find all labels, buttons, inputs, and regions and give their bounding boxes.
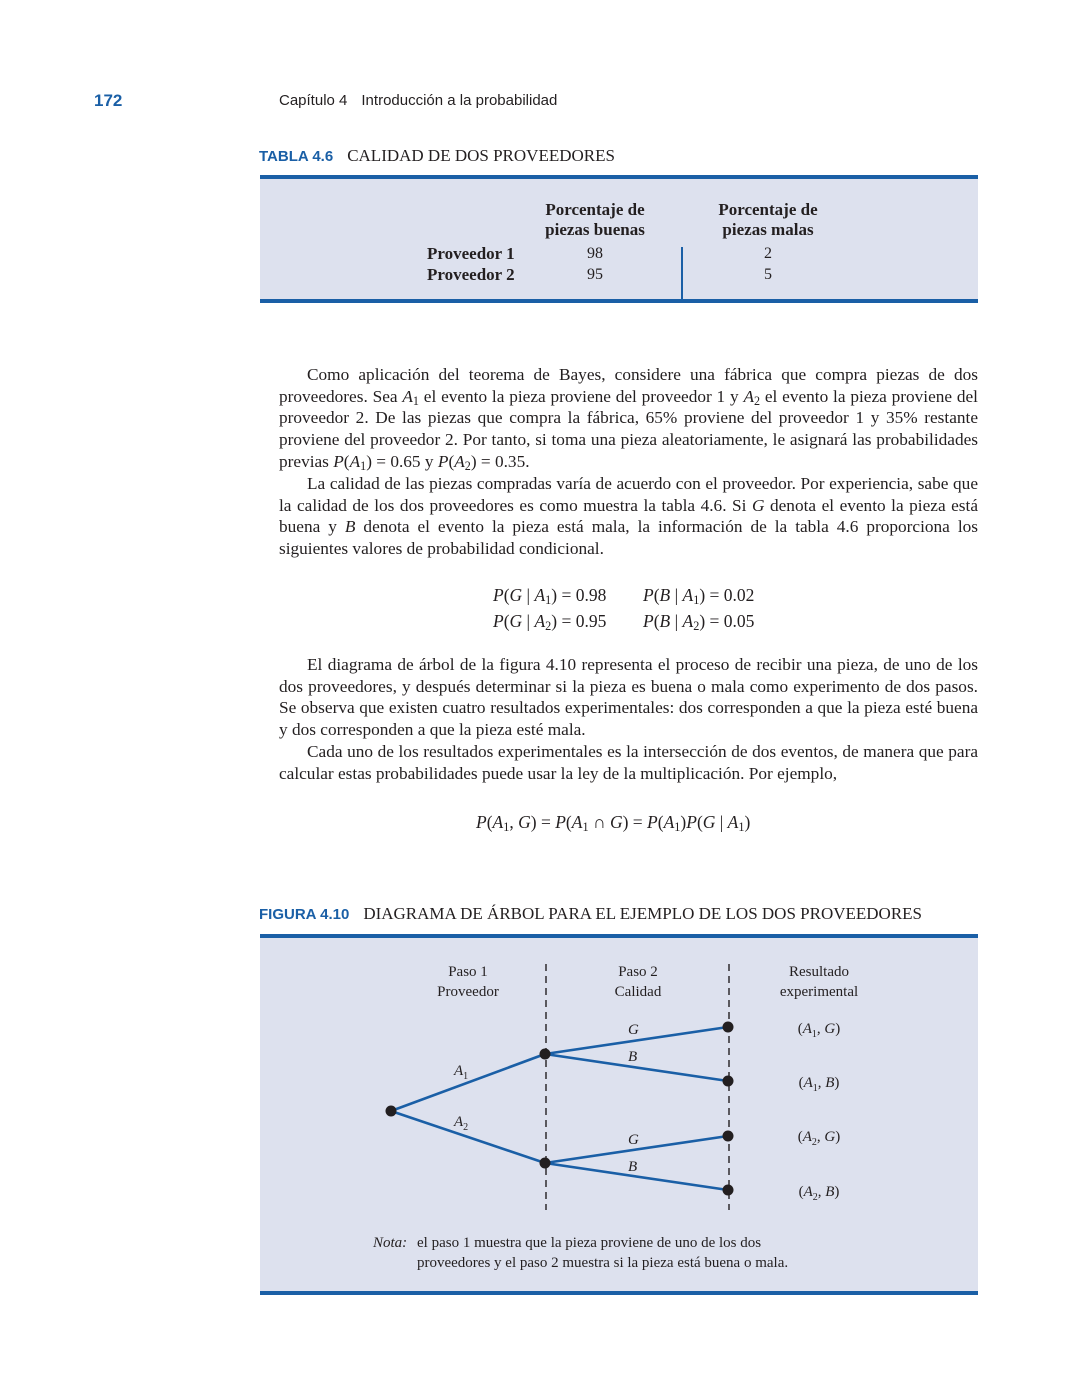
sym-g: G xyxy=(702,812,716,832)
tree-diagram xyxy=(260,938,978,1291)
sym-b: B xyxy=(825,1075,835,1091)
table-title: CALIDAD DE DOS PROVEEDORES xyxy=(347,146,615,165)
row-label-supplier1: Proveedor 1 xyxy=(427,244,515,263)
node-a1 xyxy=(540,1049,551,1060)
root-node xyxy=(386,1106,397,1117)
sym-a: A xyxy=(492,812,504,832)
result-line1: Resultado xyxy=(789,964,849,980)
sub-1: 1 xyxy=(693,593,700,608)
step2-line1: Paso 2 xyxy=(618,964,658,980)
header-bad-line1: Porcentaje de xyxy=(718,200,818,219)
sym-b: B xyxy=(344,517,356,537)
label-a1 xyxy=(453,1063,468,1082)
figure-label: FIGURA 4.10 xyxy=(259,906,350,923)
sub-1: 1 xyxy=(674,820,681,835)
cell-good-supplier2: 95 xyxy=(587,266,603,283)
sub-2: 2 xyxy=(811,1137,817,1148)
sym-a: A xyxy=(454,1063,464,1079)
sub-1: 1 xyxy=(412,393,419,408)
cell-bad-supplier1: 2 xyxy=(764,245,772,262)
sym-a: A xyxy=(802,1129,812,1145)
leaf-a2-b xyxy=(723,1185,734,1196)
sym-g: G xyxy=(509,585,523,605)
sym-b: B xyxy=(659,585,671,605)
figure-title: DIAGRAMA DE ÁRBOL PARA EL EJEMPLO DE LOS DOS PROVEEDORES xyxy=(363,904,923,923)
p1-text-d: = 0.65 y xyxy=(376,451,434,471)
running-head xyxy=(279,92,557,109)
sub-1: 1 xyxy=(582,820,589,835)
header-good-line1: Porcentaje de xyxy=(545,200,645,219)
outcome-a1-b: ($A_1$, B) xyxy=(798,1075,840,1094)
sym-a: A xyxy=(727,812,739,832)
paragraph-quality xyxy=(279,473,978,560)
sub-2: 2 xyxy=(693,619,700,634)
label-b-lower: B xyxy=(628,1159,638,1175)
sub-2: 2 xyxy=(464,458,471,473)
p2-text-c: denota el evento la pieza está mala, la información de la tabla 4.6 proporciona los siguientes valores de probabilidad condicional. xyxy=(279,517,978,559)
p2-text-a: La calidad de las piezas compradas varía de acuerdo con el proveedor. Por experiencia, sabe que la calidad de los dos proveedores es como muestra la tabla 4.6. Si xyxy=(279,474,978,515)
sub-1: 1 xyxy=(738,820,745,835)
p1-text-a: Como aplicación del teorema de Bayes, considere una fábrica que compra piezas de dos proveedores. Sea xyxy=(279,365,978,406)
sym-a: A xyxy=(534,611,546,631)
leaf-a2-g xyxy=(723,1131,734,1142)
note-line1: el paso 1 muestra que la pieza proviene de uno de los dos xyxy=(417,1235,762,1251)
sym-g: G xyxy=(751,495,765,515)
eq2-left-value: = 0.95 xyxy=(561,611,607,631)
step1-line1: Paso 1 xyxy=(448,964,488,980)
paragraph-tree-description: El diagrama de árbol de la figura 4.10 representa el proceso de recibir una pieza, de uno de los dos proveedores, y después determinar si la pieza es buena o mala como experimento de dos pasos. Se observa que existen cuatro resultados experimentales: dos corresponden a que la pieza esté buena y dos corresponden a que la pieza esté mala. xyxy=(279,655,978,740)
sub-1: 1 xyxy=(545,593,552,608)
eq1-right-value: = 0.02 xyxy=(709,585,755,605)
eq-pb-a2: P(B | $A_2) = 0.05$ xyxy=(643,611,755,634)
table-divider xyxy=(681,247,683,303)
figure-caption xyxy=(259,904,922,924)
label-b-upper: B xyxy=(628,1049,638,1065)
row-label-supplier2: Proveedor 2 xyxy=(427,265,515,284)
sub-1: 1 xyxy=(812,1083,818,1094)
note-label: Nota: xyxy=(373,1235,408,1251)
label-g-lower: G xyxy=(628,1132,639,1148)
outcome-a2-b: ($A_2$, B) xyxy=(798,1184,840,1203)
sym-g: G xyxy=(509,611,523,631)
chapter-number: Capítulo 4 xyxy=(279,92,348,109)
header-good-line2: piezas buenas xyxy=(545,220,645,239)
result-line2: experimental xyxy=(779,984,859,1000)
sym-a: A xyxy=(571,812,583,832)
sym-a: A xyxy=(534,585,546,605)
table-label: TABLA 4.6 xyxy=(259,148,334,165)
p1-text-b: el evento la pieza proviene del proveedor 1 y xyxy=(423,386,739,406)
outcome-a2-g: ($A_2$, G) xyxy=(797,1129,841,1148)
step2-line2: Calidad xyxy=(614,984,662,1000)
table-caption xyxy=(259,146,615,166)
cell-bad-supplier2: 5 xyxy=(764,266,772,283)
paragraph-bayes-intro: Como aplicación del teorema de Bayes, considere una fábrica que compra piezas de dos proveedores. Sea $A_1$ el evento la pieza proviene del proveedor 1 y $A_2$ el evento la pieza proviene del proveedor 2. De las piezas que compra la fábrica, 65% proviene del proveedor 1 y 35% restante proviene del proveedor 2. Por tanto, si toma una pieza aleatoriamente, le asignará las probabilidades previas $P(A_1) = 0.65$ y $P(A_2) = 0.35$. xyxy=(279,365,978,473)
header-bad-parts xyxy=(703,200,833,240)
leaf-a1-g xyxy=(723,1022,734,1033)
outcome-a1-g: ($A_1$, G) xyxy=(797,1021,841,1040)
p1-text-c: el evento la pieza proviene del proveedor 2. De las piezas que compra la fábrica, 65% proviene del proveedor 1 y 35% restante proviene del proveedor 2. Por tanto, si toma una pieza aleatoriamente, le asignará las probabilidades previas xyxy=(279,386,978,471)
sym-a: A xyxy=(682,611,694,631)
leaf-a1-b xyxy=(723,1076,734,1087)
paragraph-multiplication: Cada uno de los resultados experimentales es la intersección de dos eventos, de manera que para calcular estas probabilidades puede usar la ley de la multiplicación. Por ejemplo, xyxy=(279,742,978,783)
label-g-upper: G xyxy=(628,1022,639,1038)
label-a2 xyxy=(453,1114,468,1133)
p2-text-b: denota el evento la pieza está buena y xyxy=(279,495,978,537)
branch-a1 xyxy=(391,1054,545,1111)
header-good-parts xyxy=(530,200,660,240)
sym-a: A xyxy=(803,1184,813,1200)
eq-pg-a1: P(G | $A_1) = 0.98$ xyxy=(493,585,607,608)
eq2-right-value: = 0.05 xyxy=(709,611,755,631)
sub-1: 1 xyxy=(503,820,510,835)
note-line2: proveedores y el paso 2 muestra si la pieza está buena o mala. xyxy=(417,1255,789,1271)
tree-diagram-figure xyxy=(260,934,978,1295)
sub-1: 1 xyxy=(463,1071,469,1082)
sym-a: A xyxy=(802,1021,812,1037)
branch-a2 xyxy=(391,1111,545,1163)
eq-pg-a2: P(G | $A_2) = 0.95$ xyxy=(493,611,607,634)
header-bad-line2: piezas malas xyxy=(722,220,814,239)
sym-a: A xyxy=(454,1114,464,1130)
sym-a1: A xyxy=(402,386,413,406)
eq-multiplication-law: $P(A_1$, $G) = P(A_1$ ∩ $G) = P(A_1)P(G$ | $A_1$) xyxy=(476,812,751,835)
chapter-title: Introducción a la probabilidad xyxy=(361,92,558,109)
sub-2: 2 xyxy=(463,1122,469,1133)
sym-a: A xyxy=(663,812,675,832)
p1-text-e: = 0.35. xyxy=(480,451,530,471)
cell-good-supplier1: 98 xyxy=(587,245,603,262)
quality-table xyxy=(260,175,978,303)
sym-g: G xyxy=(609,812,623,832)
sub-2: 2 xyxy=(545,619,552,634)
sym-g: G xyxy=(518,812,531,832)
sub-2: 2 xyxy=(754,393,761,408)
sym-a1: A xyxy=(349,451,361,471)
sym-g: G xyxy=(824,1129,836,1145)
step1-line2: Proveedor xyxy=(437,984,499,1000)
sub-1: 1 xyxy=(360,458,367,473)
sub-1: 1 xyxy=(811,1029,817,1040)
sym-b: B xyxy=(659,611,671,631)
node-a2 xyxy=(540,1158,551,1169)
eq-pb-a1: P(B | $A_1) = 0.02$ xyxy=(643,585,755,608)
eq1-left-value: = 0.98 xyxy=(561,585,607,605)
sym-g: G xyxy=(824,1021,836,1037)
sym-a2: A xyxy=(454,451,465,471)
sym-a: A xyxy=(803,1075,813,1091)
sub-2: 2 xyxy=(812,1192,818,1203)
sym-a2: A xyxy=(743,386,755,406)
sym-b: B xyxy=(825,1184,835,1200)
page-number: 172 xyxy=(94,91,123,110)
sym-a: A xyxy=(682,585,694,605)
